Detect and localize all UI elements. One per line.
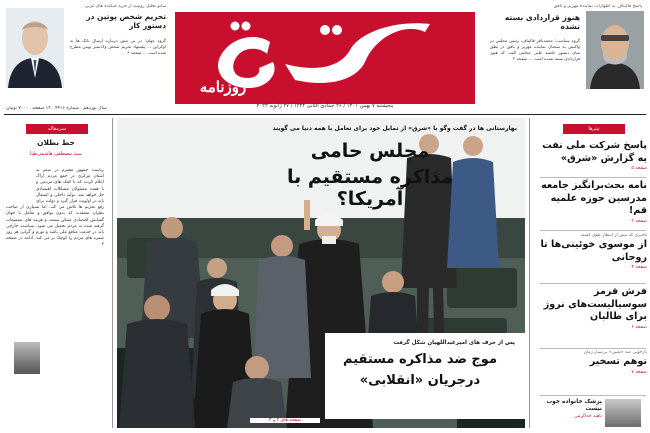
right-item-4[interactable]: فرش قرمز سوسیالیست‌های نروژ برای طالبان صفحه ۶	[543, 286, 647, 330]
top-left-body: گروه جهان: در پی تنش دربیاره ارسال تانک ها به اوکراین ... پیشنهاد تحریم شخص ولادیمیر پوتین مطرح شده است ... صفحه ۶	[70, 38, 166, 55]
right-separator	[540, 348, 646, 349]
top-left-headline[interactable]: تحریم شخص پوتین در دستور کار	[86, 12, 166, 30]
editorial-author: سید مصطفی هاشمی‌طبا	[30, 151, 82, 157]
right-last-headline[interactable]: پزشک خانواده خوب نیست	[546, 399, 602, 412]
right-separator	[540, 283, 646, 284]
putin-portrait-photo	[6, 8, 64, 88]
column-divider-right	[529, 118, 530, 428]
column-divider-left	[112, 118, 113, 428]
masthead-rule	[4, 114, 646, 115]
secondary-headline-line2[interactable]: درجریان «انقلابی»	[359, 373, 481, 388]
secondary-kicker: پس از حرف های امیرعبداللهیان شکل گرفت	[393, 340, 515, 346]
right-item-5[interactable]: بازجویی ضد «تعیین» بی‌سیار زمان توهم تسخیر صفحه ۷	[583, 350, 647, 375]
secondary-page-ref: صفحه های ۲ و ۳	[250, 418, 320, 423]
right-item-1[interactable]: پاسخ شرکت ملی نفت به گزارش «شرق» صفحه ۵	[542, 140, 647, 171]
main-headline-line1[interactable]: مجلس حامی	[310, 140, 430, 162]
top-right-kicker: پاسخ قالیباف به اظهارات نماینده مهریز و بافق	[553, 4, 642, 9]
right-separator	[540, 230, 646, 231]
editorial-label: سرمقاله	[26, 124, 88, 134]
editorial-author-photo	[14, 342, 40, 374]
editorial-text: ریاست جمهور محترم در سفر به استان مرکزی در جمع مردم اراک اعلام کردند که با کمک های مردمی و با همت مسئولان مشکلات اقتصادی حل خواهد شد. تولید داخلی و اشتغال باید در اولویت قرار گیرد و دولت برای رفع تحریم ها تلاش می کند. اما بسیاری از صاحب نظران معتقدند که بدون توافق و تعامل با جهان گشایش اقتصادی ممکن نیست و هزینه های تصمیمات گرفته شده به مردم تحمیل می شود. سیاست خارجی باید در خدمت منافع ملی باشد و تورم و گرانی هر روز سفره های مردم را کوچک تر می کند. ادامه در صفحه ۲	[6, 168, 104, 428]
right-separator	[540, 395, 646, 396]
top-right-body: گروه سیاست: محمدباقر قالیباف، رئیس مجلس در واکنش به سخنان نماینده مهریز و بافق در نطق میان دستور جلسه علنی مجلس گفت که هنوز قراردادی بسته نشده است ... صفحه ۲	[490, 38, 580, 61]
masthead-sub: روزنامه	[199, 78, 247, 96]
headlines-label: تیترها	[563, 124, 625, 134]
right-item-3[interactable]: تاخیری که بیش از انتظار طول کشید از موسوی خوئینی‌ها تا روحانی صفحه ۳	[540, 233, 647, 270]
top-left-kicker: سانو تحلیل روسیه از خرید جنگنده های غربی	[84, 4, 166, 9]
ghalibaf-portrait-photo	[586, 11, 644, 89]
right-separator	[540, 177, 646, 178]
editorial-headline[interactable]: خط بطلان	[37, 138, 75, 147]
top-right-headline[interactable]: هنوز قراردادی بسته نشده	[504, 13, 580, 31]
folio: سال نوزدهم . شماره ۴۴۱۶ . ۱۲ صفحه . ۷۰۰۰ تومان	[6, 106, 107, 111]
right-last-author: ناهید خداکرمی	[574, 414, 602, 419]
columnist-photo	[605, 399, 641, 427]
main-kicker: بهارستانی ها در گفت وگو با «شرق» از تمایل خود برای تعامل با همه دنیا می گویند	[272, 125, 517, 132]
dateline: پنجشنبه ۷ بهمن ۱۴۰۱ / ۲۶ جمادی الثانی ۱۴۴۴ / ۲۷ ژانویه ۲۰۲۳	[256, 103, 394, 109]
secondary-headline-line1[interactable]: موج ضد مذاکره مستقیم	[343, 352, 497, 367]
main-headline-line2[interactable]: مذاکره مستقیم با آمریکا؟	[286, 166, 454, 210]
right-item-2[interactable]: نامه بحث‌برانگیز جامعه مدرسین حوزه علمیه قم! صفحه ۲	[541, 180, 647, 224]
